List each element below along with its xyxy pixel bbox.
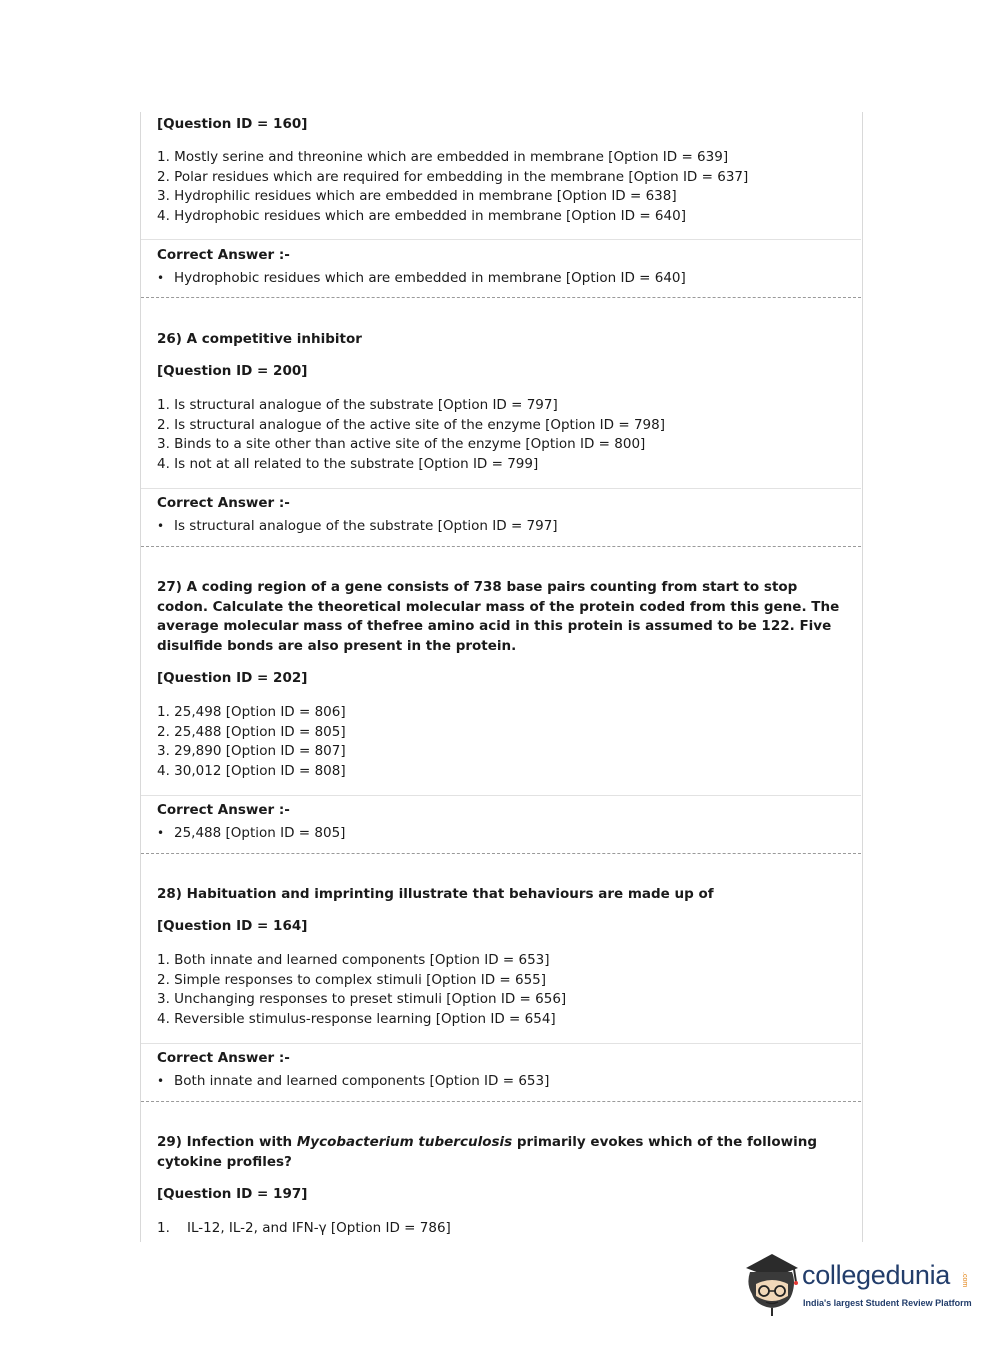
option-item: 2. Simple responses to complex stimuli [Option ID = 655] [157,971,547,988]
correct-answer [157,518,558,534]
bullet-icon: • [157,271,165,285]
question-25-block [141,112,861,302]
options-list [157,951,566,1029]
option-item: 1. Is structural analogue of the substrate [Option ID = 797] [157,397,558,413]
option-item: 3. Unchanging responses to preset stimuli [Option ID = 656] [157,991,567,1007]
option-item: IL-12, IL-2, and IFN-γ [Option ID = 786] [187,1220,451,1236]
bullet-icon: • [157,1074,165,1088]
logo-wordmark: collegedunia [802,1260,951,1290]
option-item: 2. Is structural analogue of the active site of the enzyme [Option ID = 798] [157,416,665,433]
correct-answer [157,1073,549,1089]
option-item: 3. 29,890 [Option ID = 807] [157,743,346,759]
option-item: 2. 25,488 [Option ID = 805] [157,723,346,740]
correct-answer [157,270,686,286]
question-29-block [141,1102,861,1242]
correct-answer-text: Is structural analogue of the substrate [Option ID = 797] [174,518,558,534]
option-item: 1. Both innate and learned components [Option ID = 653] [157,952,550,968]
option-item: 3. Hydrophilic residues which are embedded in membrane [Option ID = 638] [157,188,677,204]
option-item: 4. Is not at all related to the substrate [Option ID = 799] [157,455,539,472]
option-item: 4. Reversible stimulus-response learning [Option ID = 654] [157,1010,556,1027]
option-item: 1. Mostly serine and threonine which are embedded in membrane [Option ID = 639] [157,149,729,165]
bullet-icon: • [157,519,165,533]
option-item: 3. Binds to a site other than active site of the enzyme [Option ID = 800] [157,436,646,452]
correct-answer-label: Correct Answer :- [157,247,290,263]
option-item: 4. 30,012 [Option ID = 808] [157,762,346,779]
option-item: 1. 25,498 [Option ID = 806] [157,704,346,720]
options-list [157,703,346,781]
options-list [157,396,665,474]
question-text-italic: Mycobacterium tuberculosis [296,1134,513,1150]
divider [141,1043,861,1044]
question-id: [Question ID = 197] [157,1186,308,1202]
question-text: 26) A competitive inhibitor [157,331,362,347]
question-26-block [141,298,861,548]
bullet-icon: • [157,826,165,840]
correct-answer-text: 25,488 [Option ID = 805] [174,825,346,841]
collegedunia-logo [742,1250,972,1320]
option-number: 1. [157,1220,170,1236]
question-text [157,1133,847,1172]
divider [141,239,861,240]
question-text: 28) Habituation and imprinting illustrate that behaviours are made up of [157,886,714,902]
question-text-suffix: primarily evokes which of the following cytokine profiles? [157,1134,818,1170]
logo-tagline: India's largest Student Review Platform [803,1298,972,1308]
divider [141,795,861,796]
question-27-block [141,547,861,855]
option-item: 2. Polar residues which are required for embedding in the membrane [Option ID = 637] [157,168,749,185]
correct-answer-label: Correct Answer :- [157,802,290,818]
options-list [157,148,748,226]
divider [141,488,861,489]
question-id: [Question ID = 200] [157,363,308,379]
correct-answer-text: Hydrophobic residues which are embedded in membrane [Option ID = 640] [174,270,686,286]
mascot-icon [742,1250,800,1316]
options-list [157,1219,451,1239]
question-id: [Question ID = 202] [157,670,308,686]
logo-dotcom: .com [961,1272,968,1288]
question-id: [Question ID = 160] [157,116,308,132]
correct-answer-label: Correct Answer :- [157,1050,290,1066]
option-item: 4. Hydrophobic residues which are embedded in membrane [Option ID = 640] [157,207,686,224]
question-28-block [141,854,861,1104]
question-text: 27) A coding region of a gene consists of 738 base pairs counting from start to stop codon. Calculate the theoretical molecular mass of the protein coded from this gene. The average molecular mass of thefree amino acid in this protein is assumed to be 122. Five disulfide bonds are also present in the protein. [157,579,840,654]
correct-answer [157,825,345,841]
question-id: [Question ID = 164] [157,918,308,934]
correct-answer-text: Both innate and learned components [Option ID = 653] [174,1073,550,1089]
question-text-prefix: 29) Infection with [157,1134,297,1150]
correct-answer-label: Correct Answer :- [157,495,290,511]
